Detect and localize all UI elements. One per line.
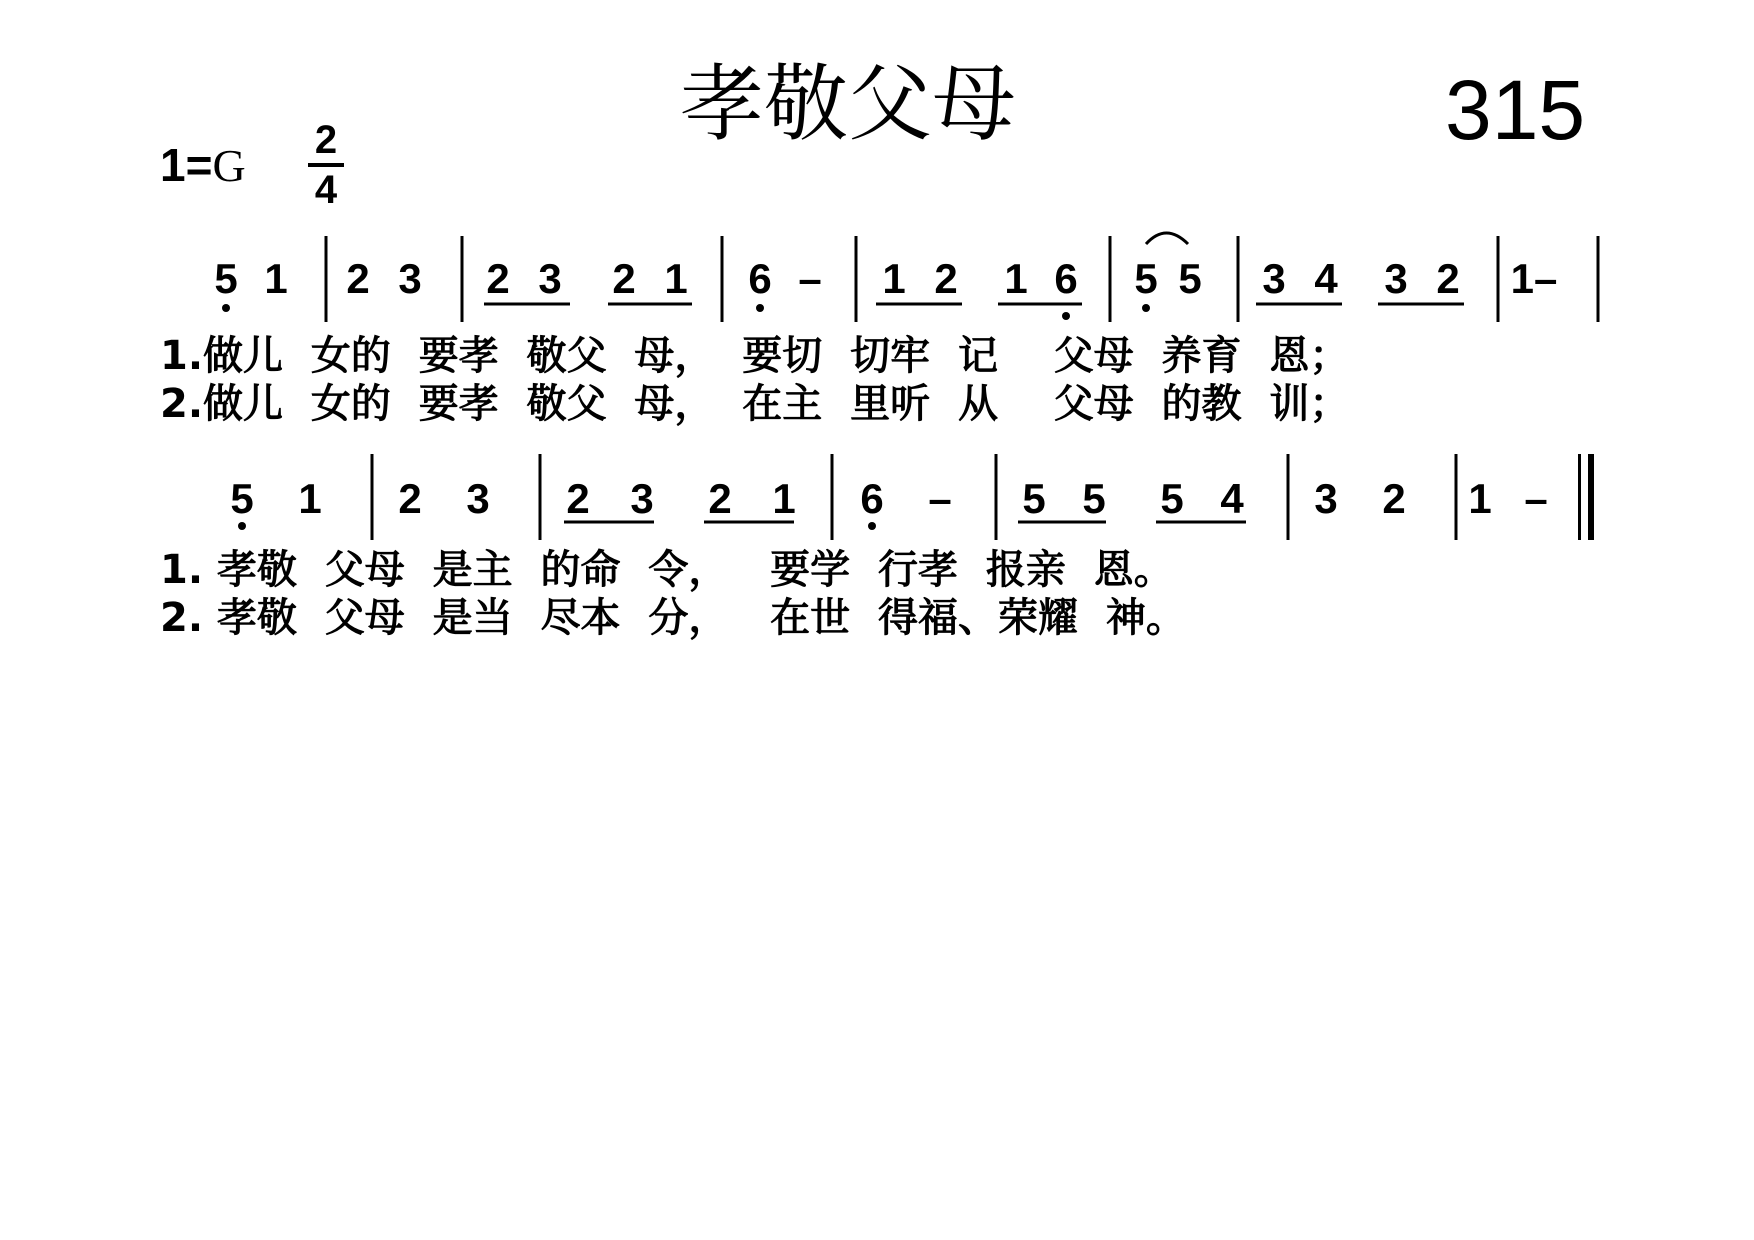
note: 2 [398,475,422,522]
note: 5 [230,475,254,522]
octave-dot [756,304,764,312]
note: 1 [298,475,322,522]
final-barline [1578,454,1594,540]
note: 2 [486,255,510,302]
octave-dot [1142,304,1150,312]
octave-dots-system1 [222,304,1150,320]
note: 5 [214,255,238,302]
note: 1 [1004,255,1028,302]
bar-lines-system1 [326,236,1598,322]
verse1-line2: 1. 孝敬 父母 是主 的命 令， 要学 行孝 报亲 恩。 [160,547,1174,593]
note: 2 [566,475,590,522]
note: 1 [772,475,796,522]
note: – [928,475,952,522]
note: 6 [748,255,772,302]
note: 6 [1054,255,1078,302]
time-signature-bottom: 4 [314,168,338,212]
note: 2 [708,475,732,522]
bar-lines-system2 [372,454,1456,540]
verse2-line2: 2. 孝敬 父母 是当 尽本 分， 在世 得福、荣耀 神。 [160,595,1186,641]
octave-dot [1062,312,1070,320]
note: 4 [1314,255,1338,302]
note: – [1524,475,1548,522]
note: 3 [398,255,422,302]
final-thick-bar [1588,454,1594,540]
slur [1146,233,1188,244]
note: 6 [860,475,884,522]
note: 3 [538,255,562,302]
hymn-title: 孝敬父母 [680,55,1017,153]
note: 2 [1436,255,1460,302]
note: 1 [664,255,688,302]
hymn-number: 315 [1445,63,1586,157]
note: 2 [612,255,636,302]
note: 3 [466,475,490,522]
note: 3 [1314,475,1338,522]
note: 4 [1220,475,1244,522]
note: 5 [1178,255,1202,302]
note: 1– [1510,255,1558,302]
note: 1 [1468,475,1492,522]
octave-dot [238,522,246,530]
note: 2 [934,255,958,302]
note: – [798,255,822,302]
note: 5 [1022,475,1046,522]
note: 5 [1082,475,1106,522]
key-prefix: 1= [160,139,213,191]
note: 3 [1262,255,1286,302]
note: 5 [1134,255,1158,302]
key-letter: G [212,140,246,191]
verse1-line1: 1.做儿 女的 要孝 敬父 母， 要切 切牢 记 父母 养育 恩； [160,333,1350,379]
note: 2 [1382,475,1406,522]
note: 3 [630,475,654,522]
note: 3 [1384,255,1408,302]
octave-dot [222,304,230,312]
final-thin-bar [1578,454,1581,540]
verse2-line1: 2.做儿 女的 要孝 敬父 母， 在主 里听 从 父母 的教 训； [160,381,1350,427]
note: 2 [346,255,370,302]
octave-dot [868,522,876,530]
note: 5 [1160,475,1184,522]
note: 1 [264,255,288,302]
note: 1 [882,255,906,302]
time-signature-top: 2 [314,118,338,162]
